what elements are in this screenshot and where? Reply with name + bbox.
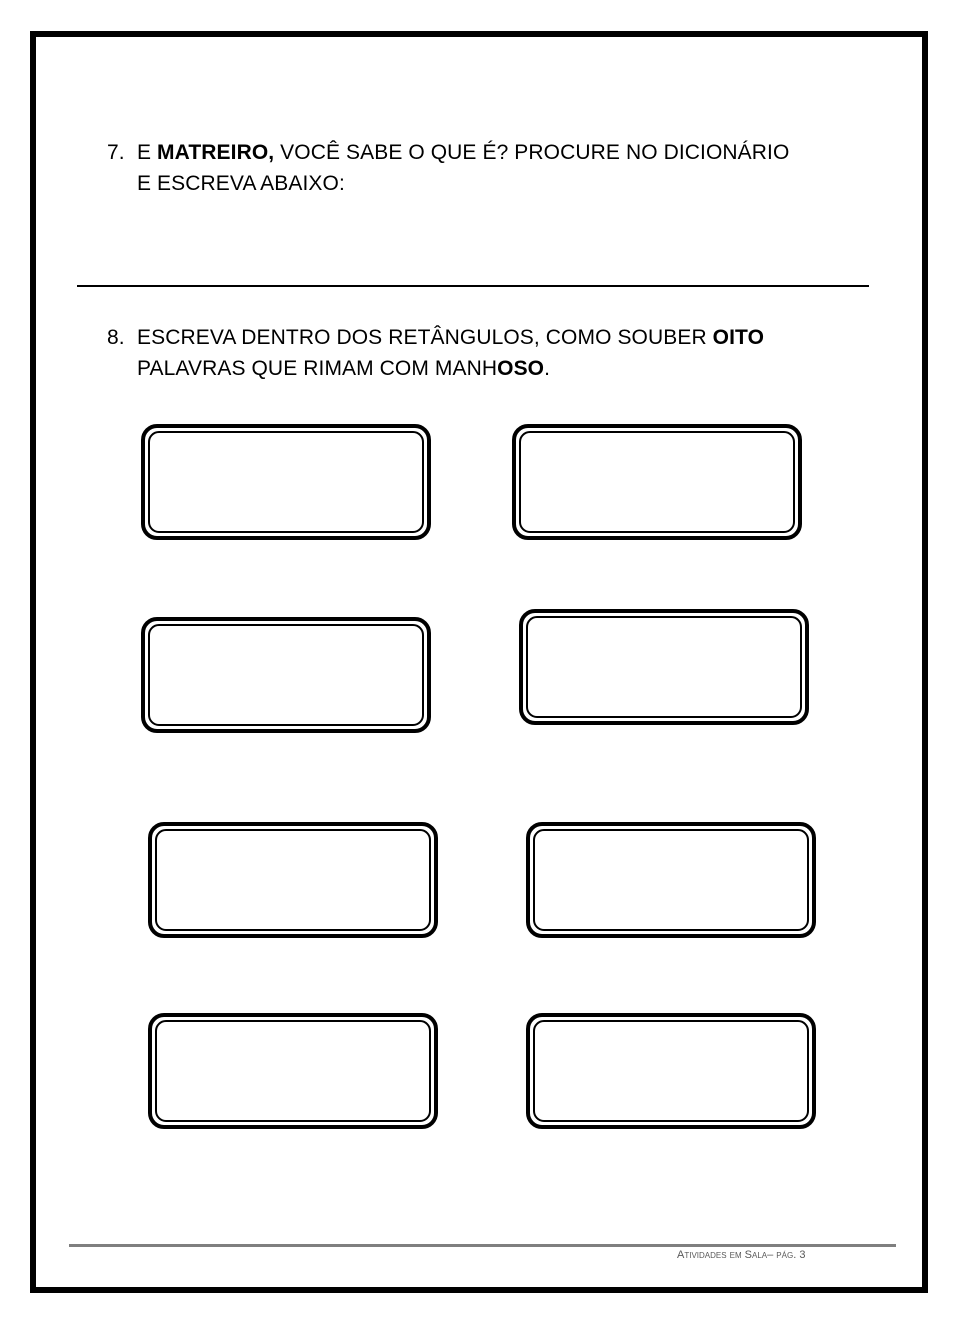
question-8-keyword-count: OITO xyxy=(712,326,765,349)
answer-box-2[interactable] xyxy=(512,424,802,540)
answer-line[interactable] xyxy=(77,285,869,287)
question-8-rhyme-suffix: OSO xyxy=(497,357,545,380)
question-7-text-post: VOCÊ SABE O QUE É? PROCURE NO DICIONÁRIO xyxy=(274,141,790,164)
question-7-keyword: MATREIRO, xyxy=(157,141,275,164)
answer-box-8[interactable] xyxy=(526,1013,816,1129)
footer-divider xyxy=(69,1244,896,1247)
answer-box-4[interactable] xyxy=(519,609,809,725)
question-7-line-2: E ESCREVA ABAIXO: xyxy=(137,172,345,195)
answer-box-6[interactable] xyxy=(526,822,816,938)
question-8-text-pre: ESCREVA DENTRO DOS RETÂNGULOS, COMO SOUBER xyxy=(137,326,713,349)
answer-box-5[interactable] xyxy=(148,822,438,938)
answer-box-3[interactable] xyxy=(141,617,431,733)
question-8-number: 8. xyxy=(107,326,125,349)
answer-box-7[interactable] xyxy=(148,1013,438,1129)
question-7-number: 7. xyxy=(107,141,125,164)
question-7-text-pre: E xyxy=(137,141,158,164)
answer-box-1[interactable] xyxy=(141,424,431,540)
question-8 xyxy=(107,322,764,384)
question-8-line-2-pre: PALAVRAS QUE RIMAM COM MANH xyxy=(137,357,498,380)
footer-page-label: Atividades em Sala– pág. 3 xyxy=(677,1249,806,1261)
question-7 xyxy=(107,137,789,199)
question-7-line-1 xyxy=(107,137,789,168)
question-8-line-2 xyxy=(107,353,764,384)
question-8-line-2-post: . xyxy=(544,357,551,380)
question-8-line-1 xyxy=(107,322,764,353)
